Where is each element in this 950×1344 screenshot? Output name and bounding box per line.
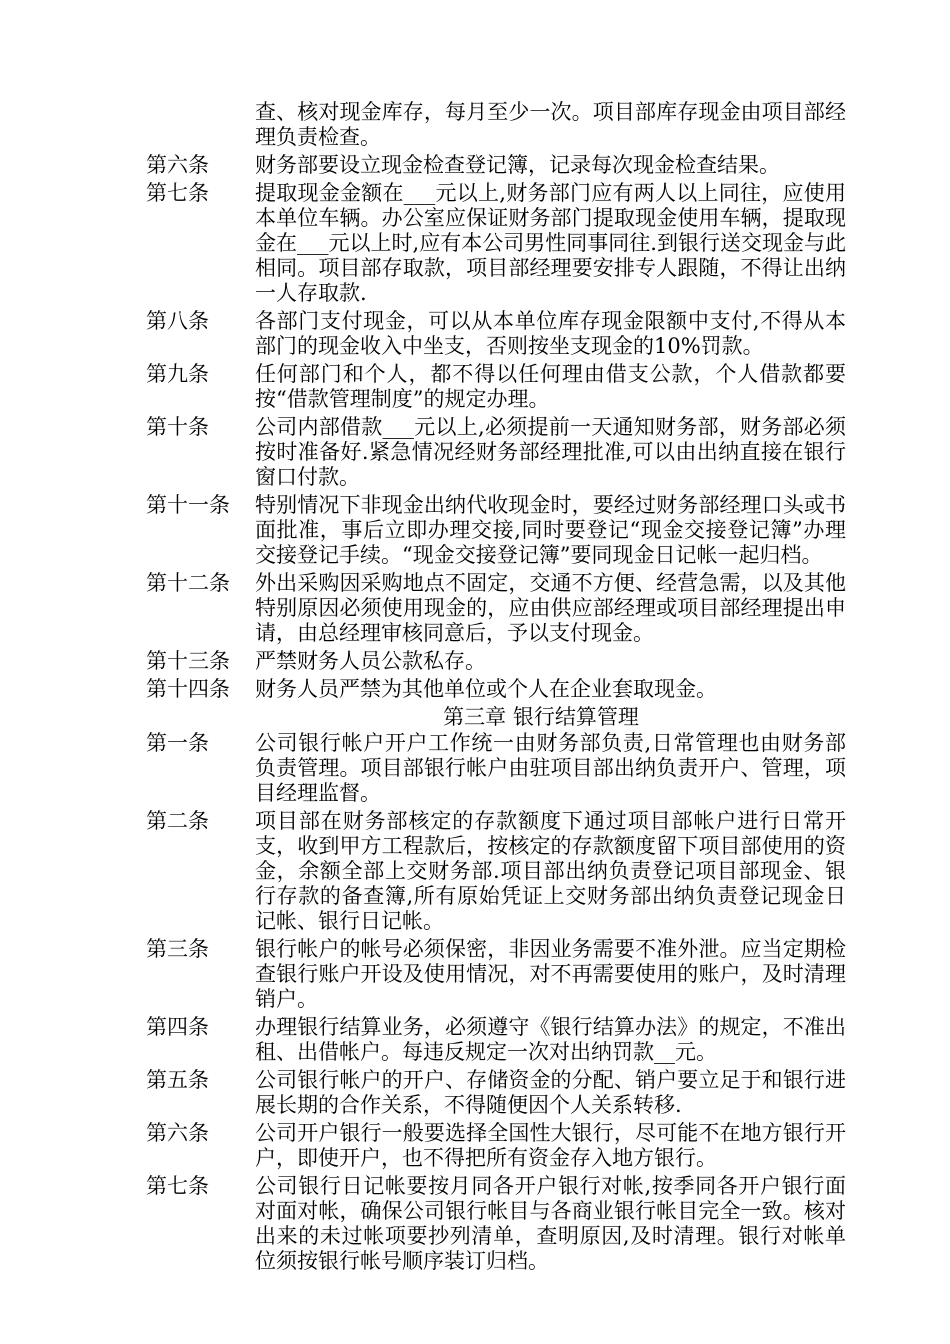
document-body — [146, 100, 846, 1277]
article-text: 银行帐户的帐号必须保密，非因业务需要不准外泄。应当定期检查银行账户开设及使用情况，对不再需要使用的账户，及时清理销户。 — [255, 937, 846, 1011]
article-text: 财务人员严禁为其他单位或个人在企业套取现金。 — [255, 677, 717, 701]
article-number: 第八条 — [146, 309, 209, 333]
article — [146, 809, 846, 934]
article-text: 项目部在财务部核定的存款额度下通过项目部帐户进行日常开支，收到甲方工程款后，按核定的存款额度留下项目部使用的资金，余额全部上交财务部.项目部出纳负责登记项目部现金、银行存款的备查簿,所有原始凭证上交财务部出纳负责登记现金日记帐、银行日记帐。 — [255, 809, 846, 933]
article — [146, 649, 846, 674]
chapter-heading: 第三章 银行结算管理 — [443, 705, 639, 729]
article-number: 第一条 — [146, 731, 209, 755]
continuation-paragraph: 查、核对现金库存，每月至少一次。项目部库存现金由项目部经理负责检查。 — [255, 100, 846, 149]
article — [146, 362, 846, 412]
article-number: 第十条 — [146, 415, 209, 439]
article — [146, 1068, 846, 1118]
article-number: 第七条 — [146, 1174, 209, 1198]
article — [146, 309, 846, 359]
article — [146, 493, 846, 568]
article-text: 公司内部借款___元以上,必须提前一天通知财务部，财务部必须按时准备好.紧急情况经财务部经理批准,可以由出纳直接在银行窗口付款。 — [255, 415, 846, 489]
article — [146, 1174, 846, 1274]
article — [146, 677, 846, 702]
article-text: 公司银行帐户的开户、存储资金的分配、销户要立足于和银行进展长期的合作关系，不得随便因个人关系转移. — [255, 1068, 846, 1117]
article — [146, 1015, 846, 1065]
article-text: 外出采购因采购地点不固定，交通不方便、经营急需，以及其他特别原因必须使用现金的，应由供应部经理或项目部经理提出申请，由总经理审核同意后，予以支付现金。 — [255, 571, 846, 645]
article-number: 第四条 — [146, 1015, 209, 1039]
article-number: 第七条 — [146, 181, 209, 205]
article-text: 任何部门和个人，都不得以任何理由借支公款，个人借款都要按“借款管理制度”的规定办理。 — [255, 362, 846, 411]
article-number: 第十四条 — [146, 677, 230, 701]
article-number: 第十一条 — [146, 493, 230, 517]
article-number: 第六条 — [146, 153, 209, 177]
article — [146, 415, 846, 490]
article-number: 第十二条 — [146, 571, 230, 595]
article-text: 特别情况下非现金出纳代收现金时，要经过财务部经理口头或书面批准，事后立即办理交接,同时要登记“现金交接登记簿”办理交接登记手续。“现金交接登记簿”要同现金日记帐一起归档。 — [255, 493, 846, 567]
article-text: 办理银行结算业务，必须遵守《银行结算办法》的规定，不准出租、出借帐户。每违反规定一次对出纳罚款__元。 — [255, 1015, 846, 1064]
article-number: 第六条 — [146, 1121, 209, 1145]
article-list-cash — [146, 153, 846, 702]
article-text: 公司银行日记帐要按月同各开户银行对帐,按季同各开户银行面对面对帐，确保公司银行帐目与各商业银行帐目完全一致。核对出来的未过帐项要抄列清单，查明原因,及时清理。银行对帐单位须按银行帐号顺序装订归档。 — [255, 1174, 846, 1273]
article-text: 公司银行帐户开户工作统一由财务部负责,日常管理也由财务部负责管理。项目部银行帐户由驻项目部出纳负责开户、管理，项目经理监督。 — [255, 731, 846, 805]
article-number: 第九条 — [146, 362, 209, 386]
article — [146, 181, 846, 306]
article-number: 第三条 — [146, 937, 209, 961]
article-number: 第五条 — [146, 1068, 209, 1092]
article — [146, 1121, 846, 1171]
article — [146, 731, 846, 806]
article — [146, 153, 846, 178]
article — [146, 571, 846, 646]
article-number: 第十三条 — [146, 649, 230, 673]
article-text: 提取现金金额在___元以上,财务部门应有两人以上同往，应使用本单位车辆。办公室应保证财务部门提取现金使用车辆，提取现金在___元以上时,应有本公司男性同事同往.到银行送交现金与此相同。项目部存取款，项目部经理要安排专人跟随，不得让出纳一人存取款. — [255, 181, 846, 305]
article-text: 各部门支付现金，可以从本单位库存现金限额中支付,不得从本部门的现金收入中坐支，否则按坐支现金的10%罚款。 — [255, 309, 846, 358]
article-text: 严禁财务人员公款私存。 — [255, 649, 486, 673]
article-text: 财务部要设立现金检查登记簿，记录每次现金检查结果。 — [255, 153, 780, 177]
article — [146, 937, 846, 1012]
article-number: 第二条 — [146, 809, 209, 833]
article-text: 公司开户银行一般要选择全国性大银行，尽可能不在地方银行开户，即使开户，也不得把所有资金存入地方银行。 — [255, 1121, 846, 1170]
article-list-bank — [146, 731, 846, 1274]
